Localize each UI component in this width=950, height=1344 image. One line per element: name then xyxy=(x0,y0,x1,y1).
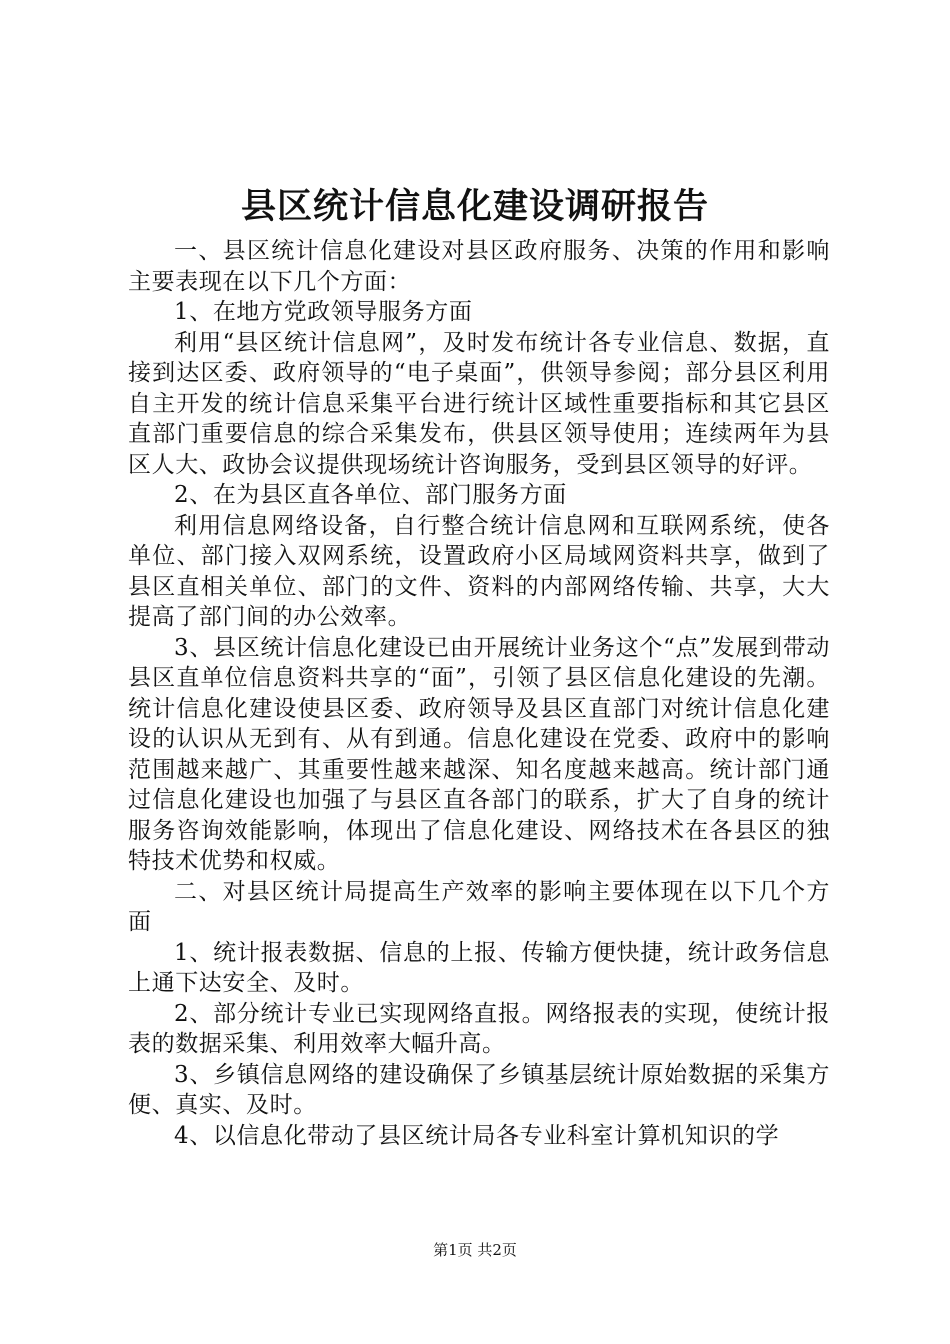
paragraph: 一、县区统计信息化建设对县区政府服务、决策的作用和影响主要表现在以下几个方面： xyxy=(128,238,830,295)
paragraph: 3、县区统计信息化建设已由开展统计业务这个“点”发展到带动县区直单位信息资料共享的“面”，引领了县区信息化建设的先潮。统计信息化建设使县区委、政府领导及县区直部门对统计信息化建设的认识从无到有、从有到通。信息化建设在党委、政府中的影响范围越来越广、其重要性越来越深、知名度越来越高。统计部门通过信息化建设也加强了与县区直各部门的联系，扩大了自身的统计服务咨询效能影响，体现出了信息化建设、网络技术在各县区的独特技术优势和权威。 xyxy=(128,634,830,874)
paragraph: 利用“县区统计信息网”，及时发布统计各专业信息、数据，直接到达区委、政府领导的“电子桌面”，供领导参阅；部分县区利用自主开发的统计信息采集平台进行统计区域性重要指标和其它县区直部门重要信息的综合采集发布，供县区领导使用；连续两年为县区人大、政协会议提供现场统计咨询服务，受到县区领导的好评。 xyxy=(128,329,830,478)
paragraph: 二、对县区统计局提高生产效率的影响主要体现在以下几个方面 xyxy=(128,878,830,935)
page-number-footer: 第1页 共2页 xyxy=(433,1241,517,1259)
document-body xyxy=(128,236,830,1151)
paragraph: 1、在地方党政领导服务方面 xyxy=(174,299,473,325)
paragraph: 4、以信息化带动了县区统计局各专业科室计算机知识的学 xyxy=(174,1122,780,1149)
paragraph: 1、统计报表数据、信息的上报、传输方便快捷，统计政务信息上通下达安全、及时。 xyxy=(128,939,830,996)
paragraph: 利用信息网络设备，自行整合统计信息网和互联网系统，使各单位、部门接入双网系统，设置政府小区局域网资料共享，做到了县区直相关单位、部门的文件、资料的内部网络传输、共享，大大提高了部门间的办公效率。 xyxy=(128,512,830,630)
paragraph: 3、乡镇信息网络的建设确保了乡镇基层统计原始数据的采集方便、真实、及时。 xyxy=(128,1061,830,1118)
document-title: 县区统计信息化建设调研报告 xyxy=(240,186,709,227)
paragraph: 2、在为县区直各单位、部门服务方面 xyxy=(174,482,567,508)
paragraph: 2、部分统计专业已实现网络直报。网络报表的实现，使统计报表的数据采集、利用效率大幅升高。 xyxy=(128,1000,830,1057)
